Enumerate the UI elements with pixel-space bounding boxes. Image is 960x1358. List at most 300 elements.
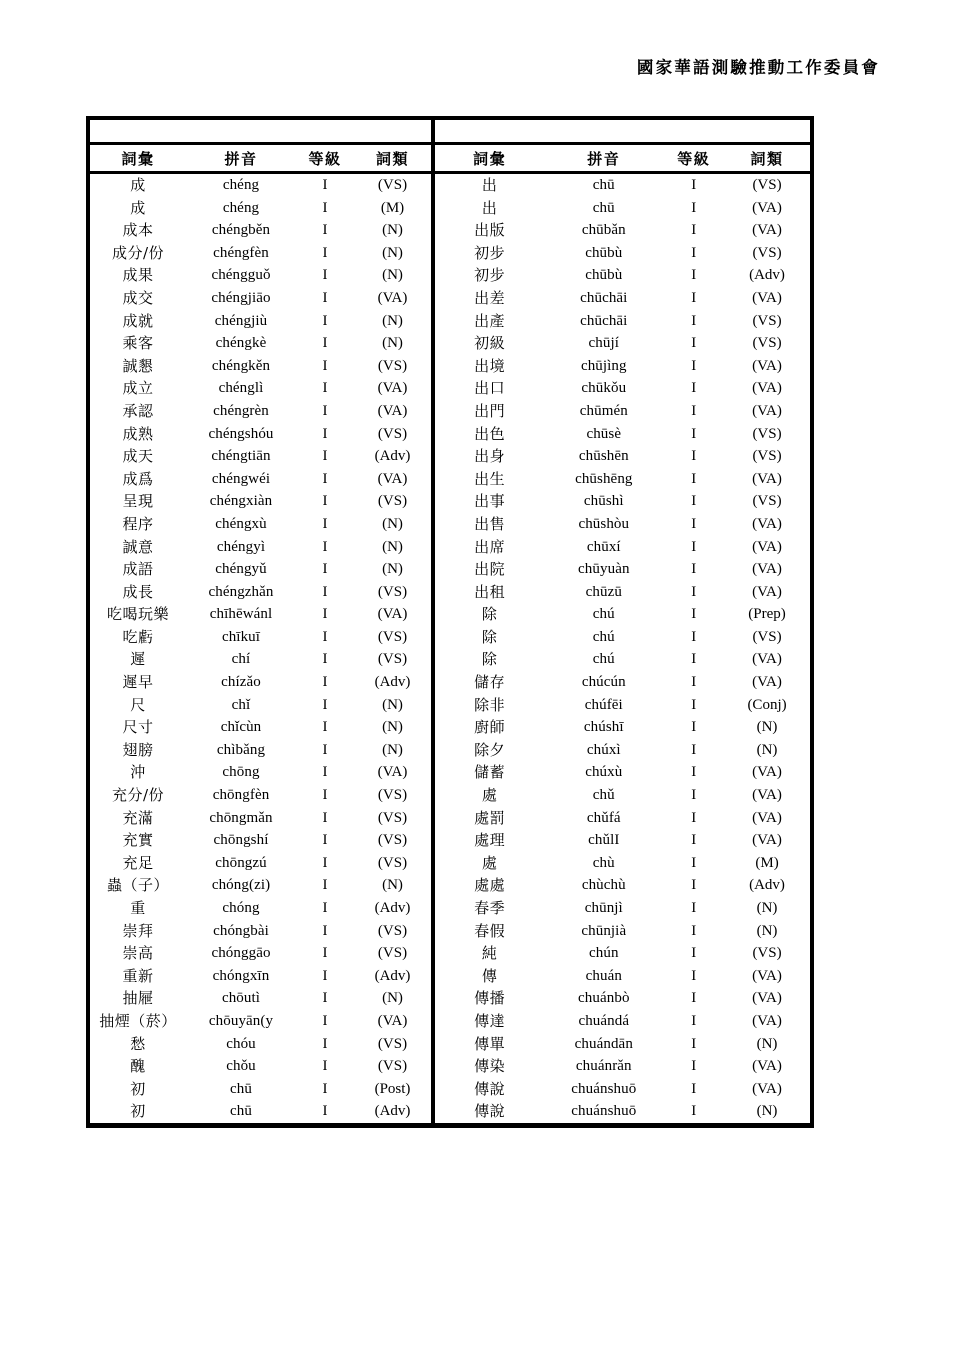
- cell-level: I: [691, 177, 697, 193]
- table-row: [90, 219, 431, 242]
- cell-pinyin: chuán: [585, 967, 622, 984]
- cell-level: I: [322, 493, 328, 510]
- cell-pinyin: chūchāi: [580, 289, 628, 306]
- cell-level: I: [322, 990, 328, 1007]
- cell-level: I: [322, 335, 328, 352]
- cell-pinyin: chéngběn: [211, 222, 271, 239]
- cell-level: I: [322, 289, 328, 306]
- cell-level: I: [691, 1035, 697, 1052]
- cell-pos: (VS): [377, 425, 408, 442]
- cell-pos: (N): [756, 1035, 778, 1052]
- cell-pos: (VS): [377, 357, 408, 374]
- cell-word: 除: [481, 605, 498, 624]
- cell-pinyin: chéngzhǎn: [208, 583, 274, 600]
- cell-pos: (VA): [377, 764, 408, 781]
- cell-pos: (N): [382, 515, 403, 532]
- table-row: [435, 671, 810, 694]
- cell-word: 成: [130, 176, 146, 194]
- vocabulary-table-right-half: [435, 120, 810, 1123]
- cell-level: I: [322, 764, 328, 781]
- cell-pinyin: chúshī: [583, 719, 624, 736]
- column-header-pinyin: 拼音: [544, 144, 663, 173]
- table-row: [435, 219, 810, 242]
- cell-pos: (VA): [377, 289, 408, 306]
- cell-word: 誠懇: [122, 356, 154, 375]
- cell-level: I: [691, 1058, 697, 1075]
- cell-pinyin: chūmén: [579, 402, 628, 419]
- cell-word: 愁: [130, 1034, 146, 1053]
- cell-word: 崇拜: [122, 921, 154, 940]
- cell-pos: (VS): [377, 787, 408, 804]
- cell-word: 出售: [474, 514, 506, 533]
- cell-level: I: [322, 967, 328, 984]
- table-row: [90, 468, 431, 491]
- table-row: [90, 581, 431, 604]
- cell-word: 廚師: [474, 718, 506, 737]
- table-row: [90, 739, 431, 762]
- cell-level: I: [322, 900, 328, 916]
- cell-word: 呈現: [122, 492, 154, 511]
- table-row: [90, 1010, 431, 1033]
- cell-word: 成就: [122, 311, 154, 330]
- table-spacer-row: [435, 120, 810, 144]
- cell-word: 春季: [474, 899, 506, 917]
- cell-pinyin: chīhēwánl: [209, 606, 273, 623]
- cell-level: I: [691, 990, 697, 1007]
- cell-pos: (Adv): [374, 900, 411, 916]
- cell-level: I: [691, 448, 697, 465]
- table-row: [90, 197, 431, 220]
- cell-pinyin: chǔlI: [588, 832, 620, 849]
- table-row: [90, 1100, 431, 1123]
- page-header-title: 國家華語測驗推動工作委員會: [636, 58, 880, 77]
- cell-word: 出色: [474, 424, 506, 443]
- cell-level: I: [322, 583, 328, 600]
- cell-pinyin: chūnjià: [581, 922, 627, 939]
- cell-pinyin: chóngbài: [213, 922, 269, 939]
- cell-word: 除: [481, 650, 498, 669]
- cell-word: 出門: [474, 401, 506, 420]
- cell-pinyin: chóu: [226, 1035, 256, 1052]
- cell-pos: (N): [756, 719, 778, 736]
- cell-pos: (N): [382, 312, 403, 329]
- cell-word: 出境: [474, 356, 506, 375]
- cell-pos: (N): [382, 877, 403, 894]
- table-row: [435, 942, 810, 965]
- cell-pinyin: chéngyǔ: [215, 561, 267, 578]
- column-header-pos: 詞類: [724, 144, 810, 173]
- cell-pos: (VA): [752, 832, 782, 849]
- cell-pinyin: chūjí: [588, 335, 620, 352]
- cell-pos: (VA): [752, 289, 782, 306]
- table-row: [435, 987, 810, 1010]
- cell-pos: (VS): [752, 177, 782, 193]
- cell-word: 出席: [474, 537, 506, 556]
- cell-level: I: [322, 1012, 328, 1029]
- table-row: [90, 897, 431, 920]
- table-row: [435, 173, 810, 197]
- cell-pos: (VS): [377, 809, 408, 826]
- cell-pos: (VS): [377, 651, 408, 668]
- cell-pinyin: chéngkè: [215, 335, 267, 352]
- cell-level: I: [691, 267, 697, 284]
- table-row: [435, 242, 810, 265]
- cell-pos: (VS): [377, 832, 408, 849]
- cell-word: 成天: [122, 447, 154, 466]
- cell-pos: (VA): [377, 1012, 408, 1029]
- cell-level: I: [322, 561, 328, 578]
- cell-word: 除: [481, 627, 498, 646]
- cell-word: 重新: [122, 966, 154, 985]
- cell-level: I: [691, 809, 697, 826]
- cell-word: 處: [481, 786, 498, 805]
- table-row: [435, 332, 810, 355]
- table-row: [435, 739, 810, 762]
- cell-pos: (VA): [752, 1080, 782, 1097]
- cell-word: 成: [130, 198, 146, 217]
- cell-word: 抽屜: [122, 989, 154, 1008]
- table-row: [90, 1078, 431, 1101]
- cell-pos: (VS): [377, 1058, 408, 1075]
- cell-word: 出口: [474, 379, 506, 398]
- cell-level: I: [322, 787, 328, 804]
- table-row: [435, 197, 810, 220]
- cell-level: I: [322, 674, 328, 691]
- cell-pinyin: chúxù: [585, 764, 623, 781]
- cell-word: 誠意: [122, 537, 154, 556]
- cell-pinyin: chīkuī: [221, 628, 261, 645]
- vocabulary-table-left-half: [90, 120, 435, 1123]
- table-row: [435, 1078, 810, 1101]
- cell-level: I: [322, 809, 328, 826]
- cell-pinyin: chéngxù: [215, 515, 267, 532]
- cell-level: I: [691, 493, 697, 510]
- cell-word: 出身: [474, 447, 506, 466]
- cell-word: 出: [481, 198, 498, 217]
- table-row: [435, 581, 810, 604]
- cell-level: I: [322, 696, 328, 713]
- cell-pinyin: chū: [230, 1080, 252, 1097]
- table-row: [90, 242, 431, 265]
- cell-pos: (N): [382, 244, 403, 261]
- cell-word: 傳說: [474, 1102, 506, 1121]
- cell-word: 儲蓄: [474, 763, 506, 782]
- table-row: [90, 377, 431, 400]
- cell-word: 除夕: [474, 740, 506, 759]
- table-row: [435, 626, 810, 649]
- table-row: [435, 603, 810, 626]
- cell-level: I: [691, 719, 697, 736]
- table-row: [435, 310, 810, 333]
- cell-level: I: [322, 448, 328, 465]
- cell-word: 傳單: [474, 1034, 506, 1053]
- cell-pos: (N): [382, 335, 403, 352]
- cell-level: I: [322, 357, 328, 374]
- cell-pos: (VA): [377, 380, 408, 397]
- table-row: [90, 1033, 431, 1056]
- cell-level: I: [691, 199, 697, 216]
- cell-word: 崇高: [122, 944, 154, 963]
- cell-word: 醜: [130, 1057, 146, 1076]
- cell-pinyin: chéngyì: [216, 538, 266, 555]
- cell-pinyin: chū: [230, 1103, 252, 1120]
- cell-pinyin: chūjìng: [580, 357, 627, 374]
- cell-pinyin: chūkǒu: [581, 380, 627, 397]
- cell-pinyin: chǐcùn: [220, 719, 262, 736]
- cell-word: 傳染: [474, 1057, 506, 1076]
- cell-word: 出租: [474, 582, 506, 601]
- table-spacer-cell: [90, 120, 431, 144]
- table-row: [90, 965, 431, 988]
- cell-word: 傳說: [474, 1079, 506, 1098]
- table-row: [435, 716, 810, 739]
- cell-level: I: [691, 425, 697, 442]
- table-row: [435, 400, 810, 423]
- cell-pinyin: chúxì: [586, 741, 621, 758]
- cell-word: 春假: [474, 921, 506, 940]
- cell-pinyin: chūsè: [586, 425, 622, 442]
- cell-level: I: [322, 945, 328, 962]
- vocabulary-table-left: [90, 120, 431, 1123]
- cell-pos: (VA): [752, 787, 782, 804]
- cell-pos: (VS): [752, 493, 782, 510]
- cell-pinyin: chuándān: [574, 1035, 633, 1052]
- cell-pinyin: chōngshí: [213, 832, 269, 849]
- cell-word: 傳播: [474, 989, 506, 1008]
- cell-word: 儲存: [474, 673, 506, 692]
- cell-level: I: [691, 787, 697, 804]
- cell-pinyin: chū: [592, 199, 615, 216]
- cell-pos: (N): [756, 1103, 778, 1120]
- table-row: [90, 626, 431, 649]
- cell-level: I: [691, 741, 697, 758]
- cell-pinyin: chízǎo: [221, 674, 261, 691]
- cell-pinyin: chóngxīn: [212, 967, 270, 984]
- cell-word: 傳: [481, 966, 498, 985]
- cell-level: I: [322, 606, 328, 623]
- cell-word: 處理: [474, 831, 506, 850]
- cell-pinyin: chéngjiāo: [211, 289, 271, 306]
- cell-word: 初: [130, 1079, 146, 1098]
- cell-pos: (VS): [377, 854, 408, 871]
- cell-pos: (VS): [377, 583, 408, 600]
- cell-pos: (VA): [752, 764, 782, 781]
- cell-pos: (VA): [752, 515, 782, 532]
- cell-pinyin: chǔ: [592, 787, 615, 804]
- table-row: [90, 671, 431, 694]
- cell-word: 成爲: [122, 469, 154, 488]
- cell-pinyin: chú: [592, 606, 615, 623]
- cell-word: 初: [130, 1102, 146, 1121]
- cell-word: 處處: [474, 876, 506, 895]
- cell-level: I: [691, 696, 697, 713]
- cell-word: 出生: [474, 469, 506, 488]
- cell-pinyin: chūxí: [586, 538, 621, 555]
- table-header-row: [435, 144, 810, 173]
- table-spacer-cell: [435, 120, 810, 144]
- cell-level: I: [322, 515, 328, 532]
- table-row: [435, 897, 810, 920]
- column-header-word: 詞彙: [90, 144, 186, 173]
- cell-pos: (M): [380, 199, 405, 216]
- cell-level: I: [322, 1080, 328, 1097]
- cell-pos: (N): [382, 267, 403, 284]
- table-row: [90, 423, 431, 446]
- cell-pos: (VA): [752, 967, 782, 984]
- cell-pinyin: chǐ: [231, 696, 251, 713]
- cell-level: I: [322, 402, 328, 419]
- cell-pinyin: chūbù: [585, 267, 623, 284]
- table-row: [90, 874, 431, 897]
- cell-level: I: [322, 177, 328, 193]
- cell-level: I: [691, 357, 697, 374]
- table-row: [435, 490, 810, 513]
- cell-pinyin: chù: [592, 854, 615, 871]
- cell-pos: (VA): [752, 674, 782, 691]
- cell-level: I: [691, 244, 697, 261]
- cell-word: 出產: [474, 311, 506, 330]
- cell-level: I: [691, 335, 697, 352]
- cell-pinyin: chūnjì: [584, 900, 623, 916]
- table-row: [90, 716, 431, 739]
- table-row: [90, 558, 431, 581]
- table-row: [435, 648, 810, 671]
- cell-pos: (Adv): [374, 674, 411, 691]
- table-row: [435, 874, 810, 897]
- cell-word: 處: [481, 853, 498, 872]
- cell-pos: (N): [382, 222, 403, 239]
- cell-pinyin: chún: [589, 945, 619, 962]
- cell-word: 出事: [474, 492, 506, 511]
- cell-word: 成語: [122, 560, 154, 579]
- cell-pos: (VS): [377, 628, 408, 645]
- table-row: [90, 852, 431, 875]
- cell-word: 遲早: [122, 673, 154, 692]
- table-row: [90, 355, 431, 378]
- cell-pos: (VA): [752, 809, 782, 826]
- cell-pos: (VS): [377, 177, 408, 193]
- cell-level: I: [691, 900, 697, 916]
- cell-level: I: [691, 922, 697, 939]
- table-row: [90, 987, 431, 1010]
- table-row: [435, 1010, 810, 1033]
- cell-level: I: [691, 854, 697, 871]
- cell-level: I: [691, 1012, 697, 1029]
- table-row: [90, 445, 431, 468]
- cell-pinyin: chū: [592, 177, 615, 193]
- table-row: [90, 807, 431, 830]
- cell-word: 充滿: [122, 808, 154, 827]
- column-header-word: 詞彙: [435, 144, 544, 173]
- table-row: [435, 536, 810, 559]
- cell-pos: (Adv): [374, 448, 411, 465]
- cell-level: I: [691, 606, 697, 623]
- cell-pos: (VA): [752, 222, 782, 239]
- cell-pinyin: chūshēng: [575, 470, 633, 487]
- table-row: [90, 920, 431, 943]
- cell-level: I: [691, 402, 697, 419]
- cell-pos: (VS): [752, 945, 782, 962]
- cell-level: I: [691, 1080, 697, 1097]
- cell-pinyin: chú: [592, 651, 615, 668]
- cell-pos: (N): [382, 696, 403, 713]
- cell-pinyin: chōngzú: [215, 854, 267, 871]
- cell-level: I: [322, 312, 328, 329]
- column-header-pinyin: 拼音: [186, 144, 296, 173]
- cell-level: I: [322, 854, 328, 871]
- cell-level: I: [691, 583, 697, 600]
- cell-level: I: [322, 244, 328, 261]
- cell-word: 出: [481, 176, 498, 194]
- cell-level: I: [322, 470, 328, 487]
- cell-pinyin: chí: [231, 651, 251, 668]
- cell-pinyin: chuánshuō: [571, 1080, 637, 1097]
- cell-pinyin: chónggāo: [211, 945, 271, 962]
- cell-level: I: [322, 1103, 328, 1120]
- table-row: [90, 761, 431, 784]
- column-header-pos: 詞類: [354, 144, 431, 173]
- table-row: [435, 377, 810, 400]
- table-row: [90, 648, 431, 671]
- cell-pinyin: chuánrǎn: [575, 1058, 632, 1075]
- cell-pinyin: chōuyān(y: [208, 1012, 274, 1029]
- cell-pinyin: chūshēn: [578, 448, 629, 465]
- cell-pos: (N): [382, 741, 403, 758]
- table-row: [90, 332, 431, 355]
- column-header-level: 等級: [296, 144, 354, 173]
- table-row: [435, 1033, 810, 1056]
- cell-level: I: [691, 832, 697, 849]
- cell-level: I: [691, 651, 697, 668]
- cell-pos: (N): [382, 561, 403, 578]
- cell-word: 充足: [122, 853, 154, 872]
- table-row: [90, 173, 431, 197]
- cell-level: I: [691, 289, 697, 306]
- cell-word: 成本: [122, 221, 154, 240]
- table-row: [435, 558, 810, 581]
- cell-pos: (VA): [752, 990, 782, 1007]
- cell-pos: (VS): [752, 448, 782, 465]
- table-row: [90, 784, 431, 807]
- cell-pinyin: chéngxiàn: [209, 493, 273, 510]
- cell-pinyin: chìbǎng: [216, 741, 266, 758]
- cell-level: I: [691, 515, 697, 532]
- cell-word: 抽煙（菸）: [99, 1011, 177, 1030]
- table-row: [435, 807, 810, 830]
- table-row: [90, 310, 431, 333]
- cell-pos: (VS): [752, 312, 782, 329]
- cell-level: I: [691, 538, 697, 555]
- table-row: [90, 603, 431, 626]
- cell-pos: (VA): [752, 651, 782, 668]
- cell-word: 重: [130, 899, 146, 917]
- table-row: [90, 829, 431, 852]
- cell-pinyin: chúcún: [581, 674, 626, 691]
- cell-word: 出版: [474, 221, 506, 240]
- cell-word: 乘客: [122, 334, 154, 353]
- cell-word: 初步: [474, 266, 506, 285]
- cell-pinyin: chúfēi: [584, 696, 623, 713]
- cell-pos: (Adv): [749, 877, 785, 894]
- cell-pinyin: chuándá: [578, 1012, 630, 1029]
- vocabulary-table-container: [86, 116, 814, 1128]
- cell-pinyin: chú: [592, 628, 615, 645]
- cell-pinyin: chéngtiān: [211, 448, 271, 465]
- cell-level: I: [691, 561, 697, 578]
- cell-pos: (VS): [377, 493, 408, 510]
- cell-level: I: [322, 741, 328, 758]
- cell-pos: (N): [382, 719, 403, 736]
